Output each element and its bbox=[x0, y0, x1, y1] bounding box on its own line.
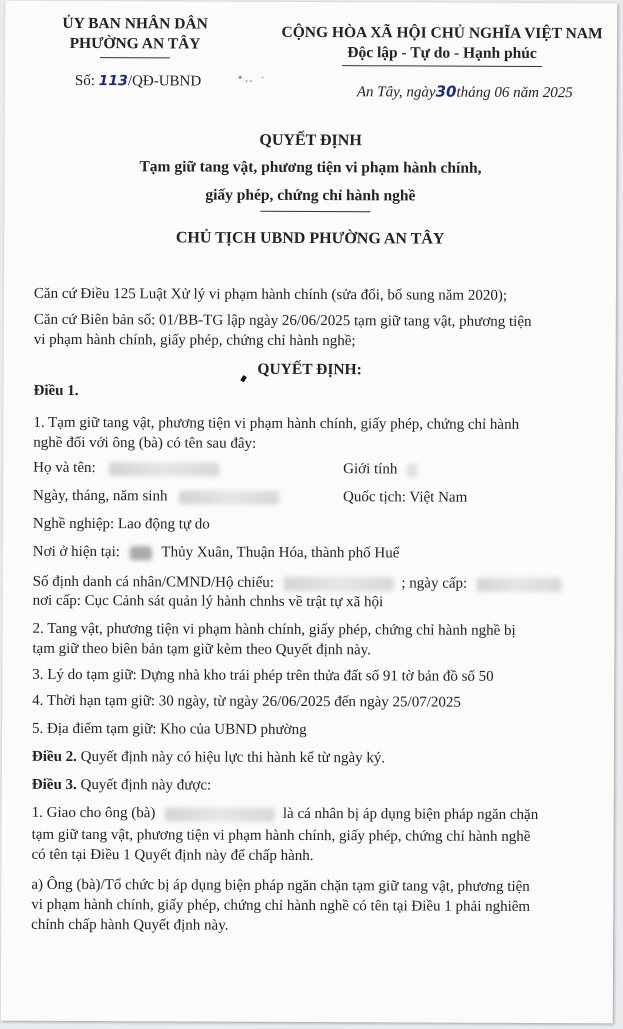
redacted-issue-date bbox=[477, 577, 562, 591]
nation-motto: Độc lập - Tự do - Hạnh phúc bbox=[347, 44, 537, 62]
article-3-p1b: tạm giữ tang vật, phương tiện vi phạm hành chính, giấy phép, chứng chỉ hành nghề bbox=[31, 826, 531, 845]
issue-place: nơi cấp: Cục Cảnh sát quản lý hành chnhs về trật tự xã hội bbox=[32, 592, 384, 611]
redacted-address bbox=[130, 546, 152, 560]
document-title: QUYẾT ĐỊNH bbox=[259, 131, 362, 150]
article-3-pa1: a) Ông (bà)/Tổ chức bị áp dụng biện pháp ngăn chặn tạm giữ tang vật, phương tiện bbox=[31, 876, 530, 895]
article-1-heading: Điều 1. bbox=[33, 382, 79, 399]
id-row: Số định danh cá nhân/CMND/Hộ chiếu: ; ngày cấp: bbox=[33, 574, 562, 593]
issuer-name: ỦY BAN NHÂN DÂN bbox=[62, 14, 208, 33]
issue-date: An Tây, ngày30tháng 06 năm 2025 bbox=[356, 82, 573, 102]
nationality: Quốc tịch: Việt Nam bbox=[343, 489, 468, 506]
article-2: Điều 2. Quyết định này có hiệu lực thi hành kể từ ngày ký. bbox=[31, 748, 386, 767]
article-1-p1b: nghề đối với ông (bà) có tên sau đây: bbox=[33, 434, 257, 452]
occupation: Nghề nghiệp: Lao động tự do bbox=[32, 515, 210, 533]
document-page bbox=[1, 1, 617, 1024]
redacted-id bbox=[284, 576, 394, 590]
ink-speck bbox=[240, 375, 246, 382]
address-row: Nơi ở hiện tại: Thủy Xuân, Thuận Hóa, thành phố Huế bbox=[32, 543, 400, 562]
article-1-p4: 4. Thời hạn tạm giữ: 30 ngày, từ ngày 26/06/2025 đến ngày 25/07/2025 bbox=[32, 692, 461, 711]
article-3-p1: 1. Giao cho ông (bà) là cá nhân bị áp dụng biện pháp ngăn chặn bbox=[31, 804, 539, 824]
authority-title: CHỦ TỊCH UBND PHƯỜNG AN TÂY bbox=[175, 229, 445, 248]
article-1-p5: 5. Địa điểm tạm giữ: Kho của UBND phường bbox=[32, 720, 307, 738]
dob-row: Ngày, tháng, năm sinh bbox=[33, 488, 279, 506]
basis-2a: Căn cứ Biên bản số: 01/BB-TG lập ngày 26/06/2025 tạm giữ tang vật, phương tiện bbox=[33, 311, 532, 330]
issuer-underline bbox=[100, 57, 170, 58]
redacted-name bbox=[109, 462, 219, 476]
article-3-pa2: vi phạm hành chính, giấy phép, chứng chỉ hành nghề có tên tại Điều 1 phải nghiêm bbox=[31, 896, 531, 915]
article-3-pa3: chỉnh chấp hành Quyết định này. bbox=[31, 916, 229, 934]
redacted-gender bbox=[407, 463, 417, 477]
article-3: Điều 3. Quyết định này được: bbox=[31, 776, 212, 794]
redacted-recipient bbox=[165, 807, 275, 821]
decision-number: Số: 113/QĐ-UBND bbox=[74, 72, 202, 90]
gender-row: Giới tính bbox=[343, 461, 417, 478]
issuer-ward: PHƯỜNG AN TÂY bbox=[69, 34, 201, 53]
nation-title: CỘNG HÒA XÃ HỘI CHỦ NGHĨA VIỆT NAM bbox=[281, 23, 603, 43]
article-1-p3: 3. Lý do tạm giữ: Dựng nhà kho trái phép trên thửa đất số 91 tờ bản đồ số 50 bbox=[32, 666, 494, 685]
title-underline bbox=[260, 211, 370, 212]
article-1-p2a: 2. Tang vật, phương tiện vi phạm hành chính, giấy phép, chứng chỉ hành nghề bị bbox=[32, 620, 516, 639]
name-row: Họ và tên: bbox=[33, 460, 219, 478]
redacted-dob bbox=[179, 490, 279, 504]
motto-underline bbox=[342, 65, 542, 67]
decide-heading: QUYẾT ĐỊNH: bbox=[257, 360, 362, 379]
basis-1: Căn cứ Điều 125 Luật Xử lý vi phạm hành chính (sửa đổi, bổ sung năm 2020); bbox=[33, 285, 508, 304]
article-1-p1a: 1. Tạm giữ tang vật, phương tiện vi phạm hành chính, giấy phép, chứng chỉ hành bbox=[33, 414, 520, 433]
basis-2b: vi phạm hành chính, giấy phép, chứng chỉ hành nghề; bbox=[33, 331, 356, 350]
red-mark: •‥ · bbox=[237, 69, 267, 85]
document-subtitle-1: Tạm giữ tang vật, phương tiện vi phạm hành chính, bbox=[139, 158, 482, 177]
article-1-p2b: tạm giữ theo biên bản tạm giữ kèm theo Quyết định này. bbox=[32, 640, 371, 659]
document-subtitle-2: giấy phép, chứng chỉ hành nghề bbox=[205, 186, 416, 205]
article-3-p1c: có tên tại Điều 1 Quyết định này để chấp hành. bbox=[31, 846, 314, 865]
